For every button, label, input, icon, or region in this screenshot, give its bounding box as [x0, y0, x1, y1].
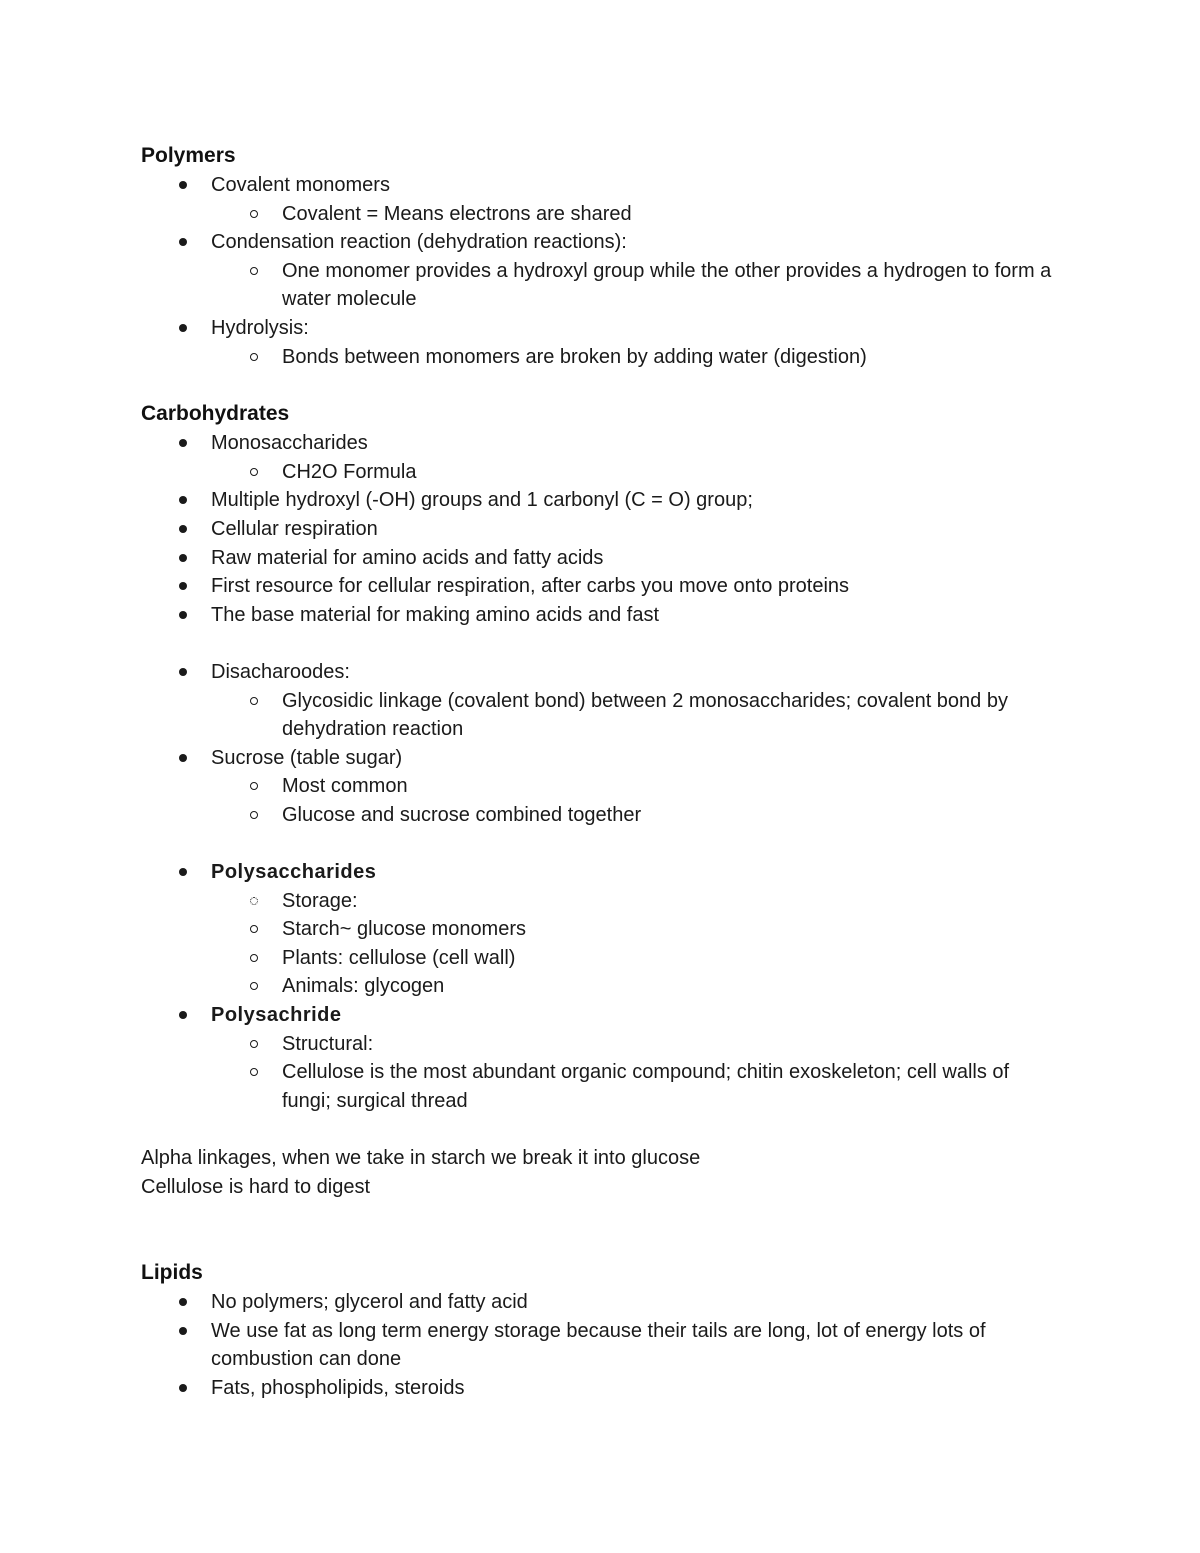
bullet-circle-icon [250, 811, 258, 819]
bullet-disc-icon [179, 582, 187, 590]
list-item: No polymers; glycerol and fatty acid [141, 1288, 1061, 1317]
sub-list-item: Glycosidic linkage (covalent bond) between 2 monosaccharides; covalent bond by dehydration reaction [141, 687, 1061, 744]
bullet-circle-icon [250, 782, 258, 790]
blank-line [141, 829, 1061, 858]
list-item: Disacharoodes: [141, 658, 1061, 687]
bullet-disc-icon [179, 1011, 187, 1019]
note-line: Cellulose is hard to digest [141, 1175, 371, 1198]
bullet-disc-icon [179, 1298, 187, 1306]
sub-list-item: One monomer provides a hydroxyl group while the other provides a hydrogen to form a water molecule [141, 257, 1061, 314]
list-item: Monosaccharides [141, 429, 1061, 458]
heading-carbohydrates: Carbohydrates [141, 402, 290, 426]
bullet-disc-icon [179, 611, 187, 619]
sub-list-item: Covalent = Means electrons are shared [141, 200, 1061, 229]
list-item-bold: Polysachride [141, 1001, 1061, 1030]
list-item: Multiple hydroxyl (-OH) groups and 1 carbonyl (C = O) group; [141, 486, 1061, 515]
bullet-circle-icon [250, 210, 258, 218]
bullet-disc-icon [179, 868, 187, 876]
bullet-disc-icon [179, 554, 187, 562]
list-item: Fats, phospholipids, steroids [141, 1374, 1061, 1403]
bullet-circle-icon [250, 468, 258, 476]
spacer [141, 1201, 1061, 1258]
sub-list-item: Plants: cellulose (cell wall) [141, 944, 1061, 973]
list-item: Sucrose (table sugar) [141, 744, 1061, 773]
list-item: Cellular respiration [141, 515, 1061, 544]
sub-list-item: Storage: [141, 887, 1061, 916]
bullet-circle-icon [250, 925, 258, 933]
bullet-disc-icon [179, 668, 187, 676]
list-item: The base material for making amino acids and fast [141, 601, 1061, 630]
bullet-circle-icon [250, 267, 258, 275]
list-item: Raw material for amino acids and fatty acids [141, 544, 1061, 573]
bullet-circle-icon [250, 1040, 258, 1048]
blank-line [141, 629, 1061, 658]
sub-list-item: CH2O Formula [141, 458, 1061, 487]
document-page [141, 141, 1061, 1403]
sub-list-item: Animals: glycogen [141, 972, 1061, 1001]
heading-lipids: Lipids [141, 1261, 203, 1285]
bullet-circle-icon [250, 954, 258, 962]
bullet-circle-icon [250, 982, 258, 990]
bullet-disc-icon [179, 439, 187, 447]
list-item: Hydrolysis: [141, 314, 1061, 343]
sub-list-item: Bonds between monomers are broken by adding water (digestion) [141, 343, 1061, 372]
bullet-circle-icon [250, 353, 258, 361]
bullet-circle-icon [250, 697, 258, 705]
list-item: We use fat as long term energy storage because their tails are long, lot of energy lots of combustion can done [141, 1317, 1061, 1374]
sub-list-item: Most common [141, 772, 1061, 801]
sub-list-item: Glucose and sucrose combined together [141, 801, 1061, 830]
bullet-disc-icon [179, 754, 187, 762]
note-line: Alpha linkages, when we take in starch we break it into glucose [141, 1147, 701, 1169]
bullet-dotted-circle-icon [250, 897, 258, 905]
blank-line [141, 1115, 1061, 1144]
heading-polymers: Polymers [141, 144, 236, 167]
bullet-circle-icon [250, 1068, 258, 1076]
bullet-disc-icon [179, 1384, 187, 1392]
bullet-disc-icon [179, 525, 187, 533]
list-item: First resource for cellular respiration, after carbs you move onto proteins [141, 572, 1061, 601]
bullet-disc-icon [179, 324, 187, 332]
list-item: Covalent monomers [141, 171, 1061, 200]
sub-list-item: Cellulose is the most abundant organic compound; chitin exoskeleton; cell walls of fungi; surgical thread [141, 1058, 1061, 1115]
spacer [141, 371, 1061, 399]
list-item-bold: Polysaccharides [141, 858, 1061, 887]
sub-list-item: Starch~ glucose monomers [141, 915, 1061, 944]
sub-list-item: Structural: [141, 1030, 1061, 1059]
bullet-disc-icon [179, 181, 187, 189]
bullet-disc-icon [179, 1327, 187, 1335]
bullet-disc-icon [179, 238, 187, 246]
list-item: Condensation reaction (dehydration reactions): [141, 228, 1061, 257]
bullet-disc-icon [179, 496, 187, 504]
